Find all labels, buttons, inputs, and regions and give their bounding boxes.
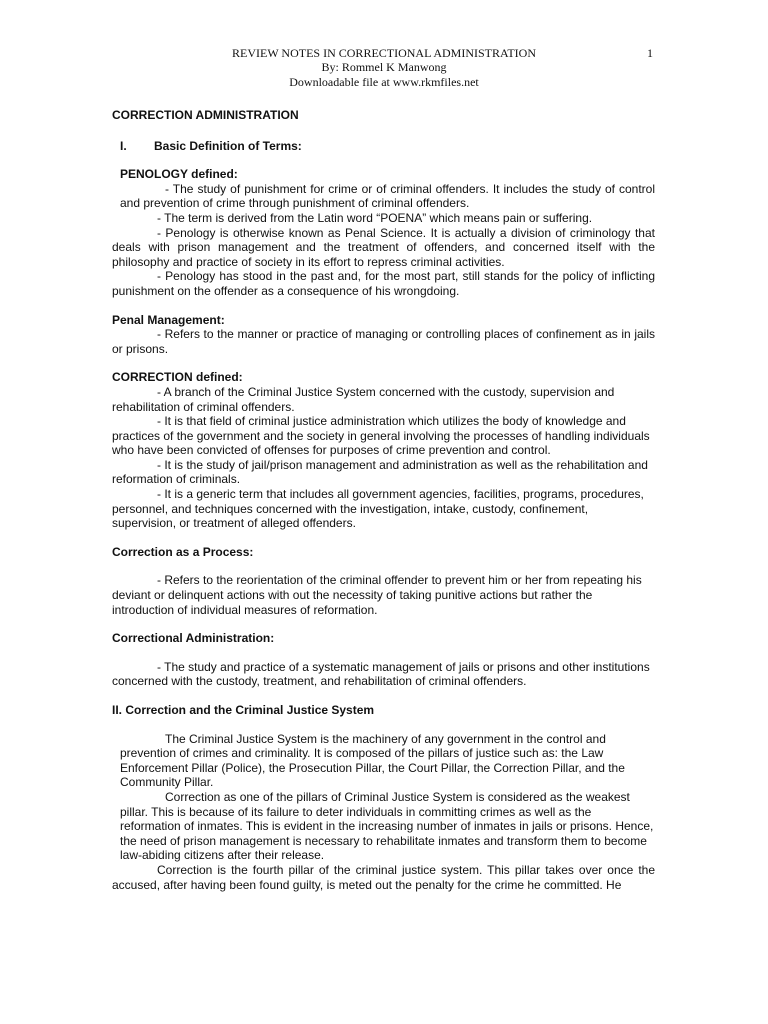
penology-para-3: - Penology is otherwise known as Penal Science. It is actually a division of criminology that deals with prison management and the treatment of offenders, and concerned itself with the philosophy and practice of society in its effort to repress criminal activities. <box>112 225 655 269</box>
penology-para-4: - Penology has stood in the past and, for the most part, still stands for the policy of inflicting punishment on the offender as a consequence of his wrongdoing. <box>112 269 655 298</box>
document-title: CORRECTION ADMINISTRATION <box>112 108 299 122</box>
penology-para-2: - The term is derived from the Latin word “POENA” which means pain or suffering. <box>157 210 593 225</box>
section-1-heading <box>112 139 655 154</box>
correction-para-4: - It is a generic term that includes all government agencies, facilities, programs, procedures, personnel, and techniques concerned with the investigation, intake, custody, confinement, supervision, or treatment of alleged offenders. <box>112 487 644 531</box>
header-title: REVIEW NOTES IN CORRECTIONAL ADMINISTRATION <box>232 46 536 60</box>
correction-process-para-1: - Refers to the reorientation of the criminal offender to prevent him or her from repeating his deviant or delinquent actions with out the necessity of taking punitive actions but rather the introduction of individual measures of reformation. <box>112 573 642 617</box>
penology-heading: PENOLOGY defined: <box>120 167 238 182</box>
correction-para-1: - A branch of the Criminal Justice System concerned with the custody, supervision and rehabilitation of criminal offenders. <box>112 384 615 414</box>
page-number: 1 <box>647 46 653 60</box>
section-1-title: Basic Definition of Terms: <box>154 138 302 153</box>
header-author: By: Rommel K Manwong <box>321 60 447 75</box>
section-1-number: I. <box>120 138 127 153</box>
correction-para-3: - It is the study of jail/prison management and administration as well as the rehabilitation and reformation of criminals. <box>112 457 648 487</box>
correctional-admin-heading: Correctional Administration: <box>112 631 275 646</box>
correction-para-2: - It is that field of criminal justice administration which utilizes the body of knowledge and practices of the government and the society in general involving the processes of handling individuals who have been convicted of offenses for purposes of crime prevention and control. <box>112 414 650 458</box>
section-2-para-3: Correction is the fourth pillar of the criminal justice system. This pillar takes over once the accused, after having been found guilty, is meted out the penalty for the crime he committed. He <box>112 862 655 892</box>
penology-para-1: - The study of punishment for crime or of criminal offenders. It includes the study of control and prevention of crime through punishment of criminal offenders. <box>120 181 655 211</box>
section-2-body <box>112 732 655 863</box>
correctional-admin-para-1: - The study and practice of a systematic management of jails or prisons and other institutions concerned with the custody, treatment, and rehabilitation of criminal offenders. <box>112 659 650 689</box>
section-2-para-1: The Criminal Justice System is the machinery of any government in the control and prevention of crimes and criminality. It is composed of the pillars of justice such as: the Law Enforcement Pillar (Police), the Prosecution Pillar, the Court Pillar, the Correction Pillar, and the Community Pillar. <box>120 731 625 790</box>
section-2-heading: II. Correction and the Criminal Justice System <box>112 703 375 717</box>
penal-management-para-1: - Refers to the manner or practice of managing or controlling places of confinement as in jails or prisons. <box>112 327 655 356</box>
correction-heading: CORRECTION defined: <box>112 370 243 385</box>
section-2-para-2: Correction as one of the pillars of Criminal Justice System is considered as the weakest pillar. This is because of its failure to deter individuals in committing crimes as well as the reformation of inmates. This is evident in the increasing number of inmates in jails or prisons. Hence, the need of prison management is necessary to rehabilitate inmates and transform them to become law-abiding citizens after their release. <box>120 789 654 863</box>
penal-management-heading: Penal Management: <box>112 312 225 327</box>
header-download-note: Downloadable file at www.rkmfiles.net <box>289 74 479 89</box>
document-body <box>112 108 655 892</box>
correction-process-heading: Correction as a Process: <box>112 544 254 559</box>
penology-body <box>112 182 655 211</box>
